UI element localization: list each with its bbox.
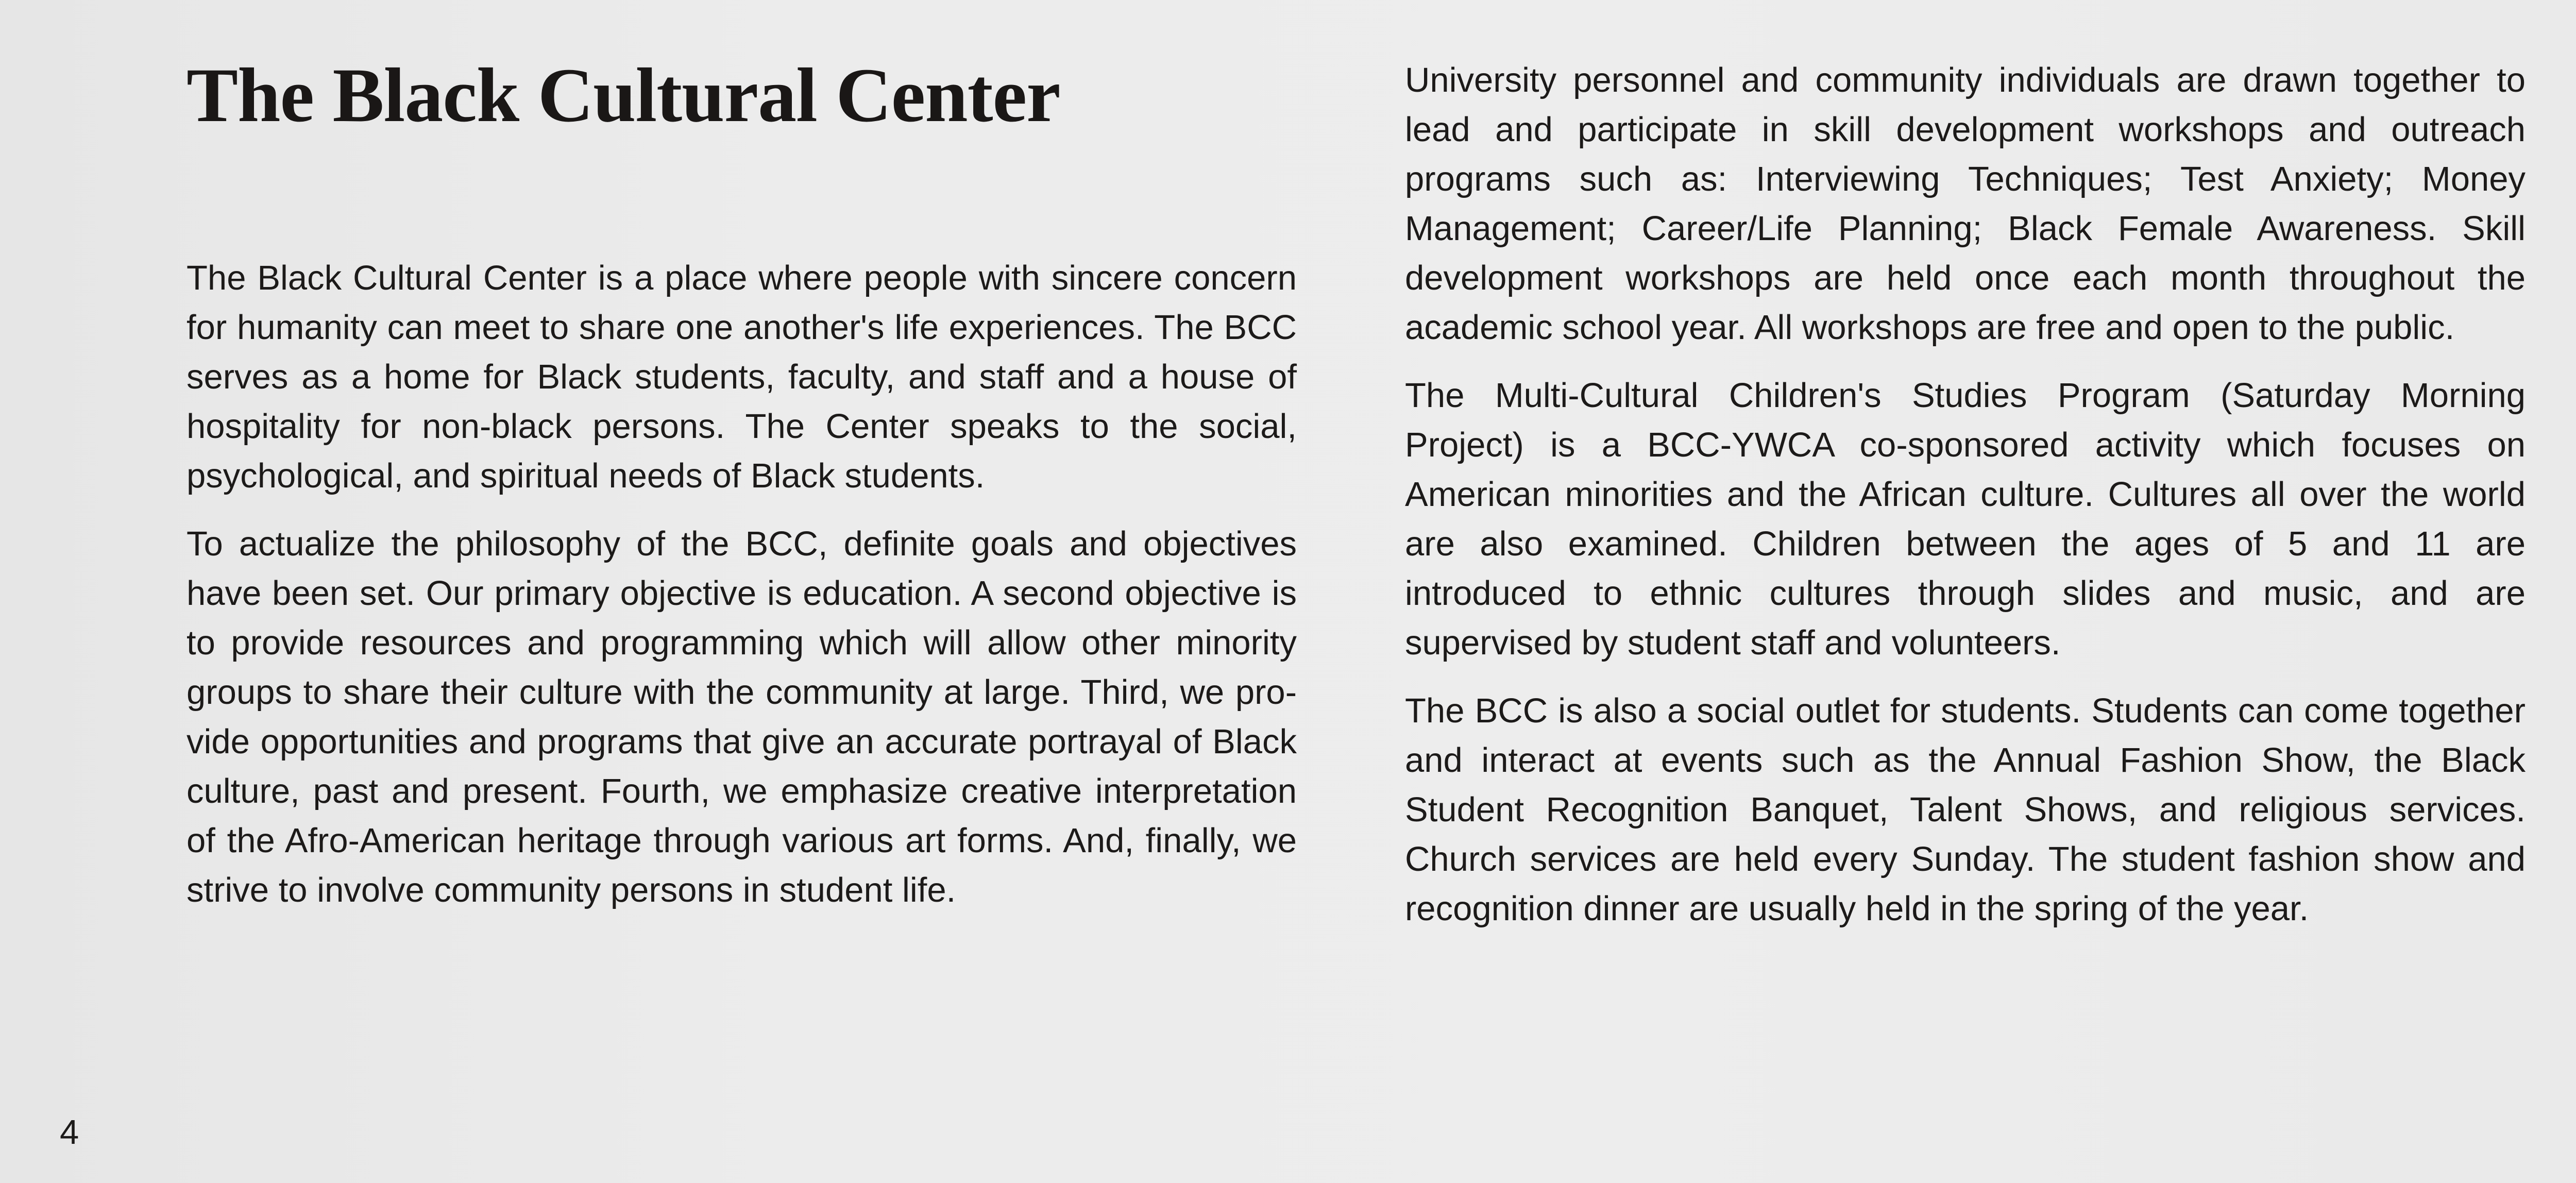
paragraph-workshops: University personnel and community individuals are drawn together to lead and participate in skill development workshops and outreach programs such as: Interviewing Techniques; Test Anxiety; Money Management; Career/Life Planning; Black Female Awareness. Skill development workshops are held once each month throughout the academic school year. All workshops are free and open to the public. xyxy=(1405,61,2526,347)
page-number: 4 xyxy=(60,1113,79,1152)
paragraph-introduction: The Black Cultural Center is a place where people with sincere concern for humanity can meet to share one another's life experiences. The BCC serves as a home for Black students, faculty, and staff and a house of hospitality for non-black persons. The Center speaks to the social, psychological, and spiritual needs of Black students. xyxy=(187,259,1297,495)
left-column xyxy=(187,53,1297,934)
paragraph-social-outlet: The BCC is also a social outlet for students. Students can come together and interact at events such as the Annual Fashion Show, the Black Student Recognition Banquet, Talent Shows, and religious services. Church services are held every Sunday. The student fashion show and recognition dinner are usually held in the spring of the year. xyxy=(1405,691,2526,928)
right-column xyxy=(1405,56,2526,952)
paragraph-childrens-program: The Multi-Cultural Children's Studies Program (Saturday Morning Project) is a BCC-YWCA co-sponsored activity which focuses on American minorities and the African culture. Cultures all over the world are also examined. Children between the ages of 5 and 11 are introduced to ethnic cultures through slides and music, and are supervised by student staff and volunteers. xyxy=(1405,376,2526,662)
page-title: The Black Cultural Center xyxy=(187,53,1060,138)
left-paragraphs xyxy=(187,254,1297,915)
paragraph-goals-objectives: To actualize the philosophy of the BCC, definite goals and objectives have been set. Our primary objective is education. A second objective is to provide resources and programming which will allow other minority groups to share their culture with the community at large. Third, we provide opportunities and programs that give an accurate portrayal of Black culture, past and present. Fourth, we emphasize creative interpretation of the Afro-American heritage through various art forms. And, finally, we strive to involve community persons in student life. xyxy=(187,525,1297,909)
